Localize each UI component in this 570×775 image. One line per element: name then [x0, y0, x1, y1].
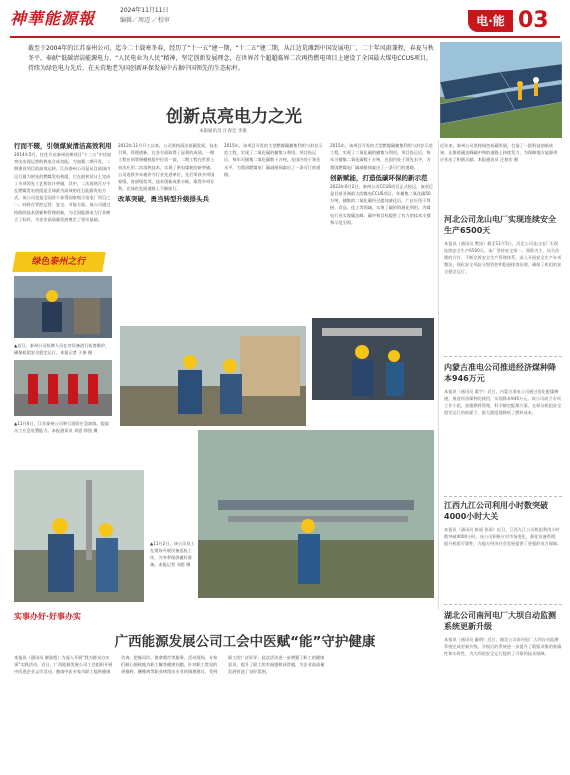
sidebar-text: 本报讯（通讯员 陈丽 张雨）近日，江西九江公司机组利用小时数突破4000小时。该公司积极应对市场变化，强化设备管理，提升机组可靠性，为地方经济社会发展提供了坚强的电力保障。 — [444, 527, 562, 546]
section-tab: 电·能 — [468, 10, 513, 32]
article-column-2 — [118, 142, 218, 320]
column-text: 2023年6月2日，泰州公司CCUS项目正式投运，该项目是目前亚洲最大的煤电CCUS项目，年捕集二氧化碳50万吨，捕集的二氧化碳经过提纯液化后，广泛应用于焊接、食品、化工等领域，实现了碳的资源化利用，为煤电行业实现碳达峰、碳中和目标提供了有力的技术支撑和示范引领。 — [330, 183, 433, 225]
article-column-1 — [14, 142, 112, 246]
sidebar-divider-3 — [444, 604, 562, 605]
sidebar-article-4 — [444, 610, 562, 770]
main-headline: 创新点亮电力之光 — [166, 107, 302, 127]
sidebar-article-2 — [444, 362, 562, 492]
photo-caption-3: ▲11月2日，该公司员工在现场开展设备巡检工作，为冬季保供做好准备。本报记者 刘思 摄 — [150, 541, 195, 567]
column-text: 2015年，该项目开发的大型燃煤碳捕集利用与封存示范工程，实现了二氧化碳的捕集与利用。项目投运后，每年可捕集二氧化碳数十万吨，在国内处于领先水平，为我国燃煤电厂碳减排探索出了一条可行的道路。 — [330, 143, 433, 170]
edition-credits: 编辑／周迈 ／校审 — [120, 17, 170, 24]
drill-photo — [120, 326, 306, 426]
series-tag: 实事办好·好事办实 — [14, 612, 82, 621]
solar-panel-photo — [440, 42, 562, 138]
sidebar-divider-2 — [444, 496, 562, 497]
bottom-article-text: 本报讯（通讯员 谢金霞）为深入开展“我为群众办实事”实践活动，近日，广西能源发展公司工会组织开展中医进企业义诊活动，邀请中医专家为职工提供健康咨询、把脉问诊、推拿理疗等服务。活动现场，专家们耐心细致地为职工解答健康问题，针对职工常见的颈椎病、腰椎病等职业病给出专业的调理建议，受到职工的广泛好评。此次活动进一步增强了职工的健康意识，提升了职工的幸福感和获得感，为企业高质量发展营造了良好氛围。 — [14, 655, 325, 675]
feature-banner: 绿色泰州之行 — [12, 252, 106, 272]
sidebar-article-1 — [444, 214, 562, 352]
sidebar-text: 本报讯（通讯员 樊国）截至11月5日，河北公司龙山电厂实现连续安全生产6500天。该厂坚持安全第一、预防为主、综合治理的方针，不断完善安全生产管理体系，深入开展安全生产专项整治，强化安全风险分级管控和隐患排查治理，确保了机组的安全稳定运行。 — [444, 241, 562, 274]
sidebar-text: 本报讯（通讯员 戴明）近日，湖北公司南河电厂大坝自动监测系统完成更新升级。升级后的系统进一步提升了数据采集的准确性和实时性，为大坝的安全运行提供了可靠的技术保障。 — [444, 637, 562, 656]
article-column-4 — [330, 142, 434, 310]
column-text: 2014年5月，往往开启泰州首期项目“十二五”中比较突出出现运营的热电合成功能。为加强二期开发，二期建设项目的高效运转。江苏泰州公司是从目前国内运行最为领先的燃煤发电机组，它在最初设计上完成了多项领先工艺和设计突破，其中，二次再热百万千瓦燃煤发电机组是全球最为高效的化石能源发电方式，该公司也是全国首个获得国家级示范电厂项目之一。同时在管控运营、安全、节能方面，该公司通过持续的技术创新和管理创新，为全国能源电力行业树立了标杆，为企业高质量发展奠定了坚实基础。 — [14, 152, 112, 222]
sidebar-divider — [438, 140, 439, 610]
header-rule — [10, 36, 560, 38]
column-text: 2015年，该项目开发的大型燃煤碳捕集利用与封存示范工程，实现了二氧化碳的捕集与利用。项目投运后，每年可捕集二氧化碳数十万吨，在国内处于领先水平，为我国燃煤电厂碳减排探索出了一条可行的道路。 — [224, 143, 323, 177]
sidebar-title: 河北公司龙山电厂实现连续安全生产6500天 — [444, 215, 556, 235]
sidebar-article-3 — [444, 500, 562, 600]
bottom-headline: 广西能源发展公司工会中医赋“能”守护健康 — [114, 634, 376, 650]
column-text: 2013年11月开工以来，公司坚持清洁低碳发展、技术引领、管理创新，在各方面取得了显著的成绩。一期工程在同等规模机组中位居一流，二期工程在世界上首次应用二次再热技术，实现了供电煤耗的新突破。公司连续多年被评为行业先进单位，先后荣获多项国家级、省部级奖项，技术创新成果丰硕，取得多项专利，在绿色发展道路上不断前行。 — [118, 143, 218, 192]
sidebar-title: 湖北公司南河电厂大坝自动监测系统更新升级 — [444, 611, 556, 631]
drill-lineup-photo — [14, 360, 112, 416]
sidebar-text: 本报讯（通讯员 董宇）近日，内蒙古准电公司通过优化配煤掺烧，推进经济煤种的使用，实现降本946万元。该公司成立专项工作小组，加强燃料管理，科学制定配煤方案，在保证机组安全稳定运行的前提下，最大限度地降低了燃料成本。 — [444, 389, 562, 415]
column-subtitle: 创新赋能，打造低碳环保的新示范 — [330, 173, 428, 182]
side-caption: 近年来，泰州公司坚持绿色低碳发展，打造了一批科技创新成果，在推进碳达峰碳中和的道路上持续发力，为保障地方能源供应作出了积极贡献。本报通讯员 汪春宏 摄 — [440, 143, 558, 162]
pipeline-photo — [198, 430, 434, 598]
masthead-logo: 神華能源報 — [10, 9, 96, 28]
site-inspection-photo — [14, 470, 144, 602]
sidebar-divider-1 — [444, 356, 562, 357]
lead-paragraph: 截至于2004年的江苏泰州公司，迄今二十载寒冬春，经历了“十一五”建一期，“十二五”建二期，从江边荒滩到中国发展电厂，二十年风雨兼程，春夏与秋冬平，奉献“低碳清洁能源电力、“人民电业为人民”精神，坚定创新发展理念，在世界首个超超临界二次再热燃电项目上建设了全国最大煤电CCUS项目，持续为绿色电力先后，在天荒地老为国创新环保发展中占据中国领先的生态标杆。 — [28, 45, 434, 72]
column-subtitle: 行而不辍，引领煤炭清洁高效利用 — [14, 142, 112, 150]
photo-caption-1: ▲近日，泰州公司检修人员在对设备进行检查维护，确保机组安全稳定运行。本报记者 于康 摄 — [14, 343, 110, 355]
sidebar-title: 内蒙古准电公司推进经济煤种降本946万元 — [444, 363, 556, 383]
article-column-3 — [224, 142, 324, 320]
page-number: 03 — [518, 8, 549, 33]
byline: 本報通讯员 汪春宏 李康 — [199, 129, 247, 134]
photo-caption-2: ▲11月6日，江苏泰州公司举行消防应急演练，提高员工应急处置能力。本报通讯员 刘思 徐凯 摄 — [14, 421, 109, 433]
maintenance-photo — [312, 318, 434, 400]
worker-inspection-photo — [14, 276, 112, 338]
issue-date: 2024年11月11日 — [120, 7, 169, 14]
sidebar-title: 江西九江公司利用小时数突破4000小时大关 — [444, 501, 548, 521]
column-subtitle: 改革突破，勇当转型升级排头兵 — [118, 195, 209, 204]
